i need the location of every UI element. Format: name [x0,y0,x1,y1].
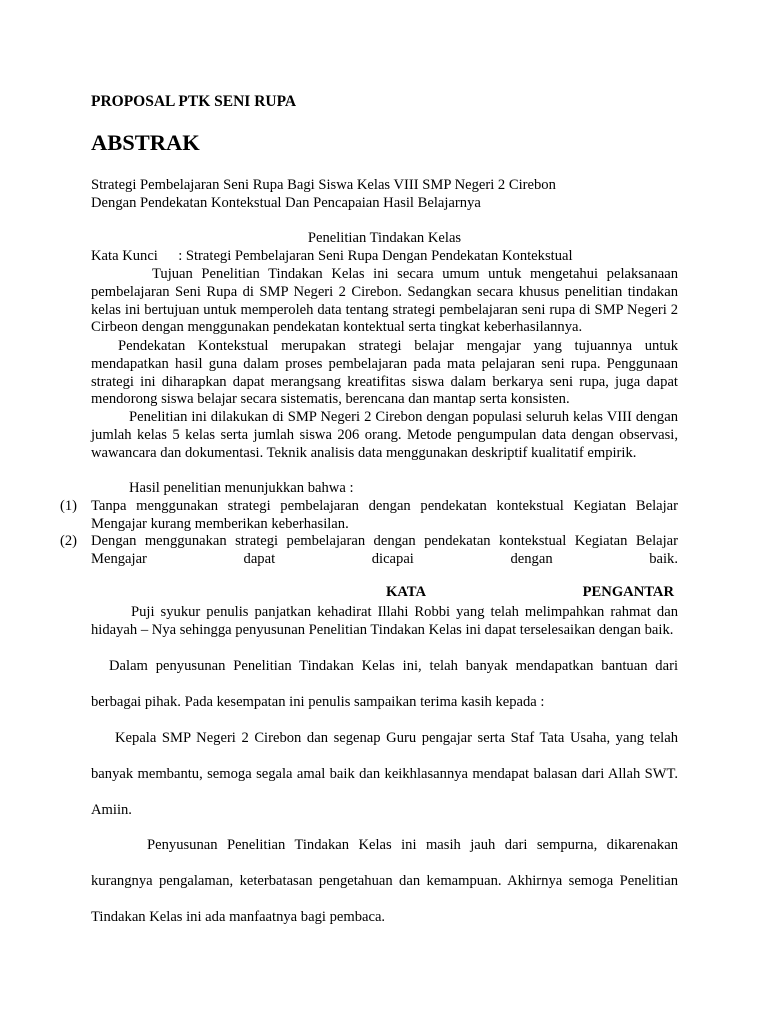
keywords-line [91,248,678,266]
keywords-value: : Strategi Pembelajaran Seni Rupa Dengan Pendekatan Kontekstual [178,248,573,264]
keywords-label: Kata Kunci [91,248,158,264]
abstract-paragraph-3: Penelitian ini dilakukan di SMP Negeri 2 Cirebon dengan populasi seluruh kelas VIII dengan jumlah kelas 5 kelas serta jumlah siswa 206 orang. Metode pengumpulan data dengan observasi, wawancara dan dokumentasi. Teknik analisis data menggunakan deskriptif kualitatif empirik. [91,409,678,461]
research-type: Penelitian Tindakan Kelas [307,230,462,246]
subtitle-line-2: Dengan Pendekatan Kontekstual Dan Pencapaian Hasil Belajarnya [91,194,481,211]
result-1-number: (1) [60,498,78,514]
result-2-number: (2) [60,533,78,549]
abstract-subtitle [91,177,678,213]
foreword-paragraph-4: Penyusunan Penelitian Tindakan Kelas ini masih jauh dari sempurna, dikarenakan kurangnya pengalaman, keterbatasan pengetahuan dan kemampuan. Akhirnya semoga Penelitian Tindakan Kelas ini ada manfaatnya bagi pembaca. [91,837,678,925]
foreword-paragraph-1: Puji syukur penulis panjatkan kehadirat Illahi Robbi yang telah melimpahkan rahmat dan hidayah – Nya sehingga penyusunan Penelitian Tindakan Kelas ini dapat terselesaikan dengan baik. [91,604,678,638]
result-1-line-2: Mengajar kurang memberikan keberhasilan. [91,515,349,532]
result-2-text [91,533,678,569]
subtitle-line-1: Strategi Pembelajaran Seni Rupa Bagi Siswa Kelas VIII SMP Negeri 2 Cirebon [91,177,556,193]
foreword-paragraph-2: Dalam penyusunan Penelitian Tindakan Kelas ini, telah banyak mendapatkan bantuan dari berbagai pihak. Pada kesempatan ini penulis sampaikan terima kasih kepada : [91,658,678,710]
result-2-line-2: Mengajar dapat dicapai dengan baik. [91,550,678,567]
abstract-heading: ABSTRAK [91,130,200,155]
abstract-paragraph-1: Tujuan Penelitian Tindakan Kelas ini secara umum untuk mengetahui pelaksanaan pembelajaran Seni Rupa di SMP Negeri 2 Cirebon. Sedangkan secara khusus penelitian tindakan kelas ini bertujuan untuk memperoleh data tentang strategi pembelajaran seni rupa di SMP Negeri 2 Cirbeon dengan menggunakan pendekatan kontektual serta tingkat keberhasilannya. [91,266,678,336]
foreword-heading-kata: KATA [386,584,426,600]
result-2-line-1: Dengan menggunakan strategi pembelajaran dengan pendekatan kontekstual Kegiatan Belajar [91,533,678,549]
abstract-paragraph-2: Pendekatan Kontekstual merupakan strategi belajar mengajar yang tujuannya untuk mendapatkan hasil guna dalam proses pembelajaran pada mata pelajaran seni rupa. Penggunaan strategi ini diharapkan dapat merangsang kreatifitas siswa dalam berkarya seni rupa, juga dapat mendorong siswa belajar secara sistematis, berencana dan mantap serta konsisten. [91,338,678,408]
result-1-line-1: Tanpa menggunakan strategi pembelajaran dengan pendekatan kontekstual Kegiatan Belajar [91,498,678,514]
results-intro: Hasil penelitian menunjukkan bahwa : [129,480,354,496]
result-1-text [91,498,678,534]
foreword-heading-pengantar: PENGANTAR [582,584,674,600]
document-title: PROPOSAL PTK SENI RUPA [91,93,297,110]
foreword-heading [91,584,678,602]
foreword-paragraph-3: Kepala SMP Negeri 2 Cirebon dan segenap Guru pengajar serta Staf Tata Usaha, yang telah banyak membantu, semoga segala amal baik dan keikhlasannya mendapat balasan dari Allah SWT. Amiin. [91,730,678,818]
